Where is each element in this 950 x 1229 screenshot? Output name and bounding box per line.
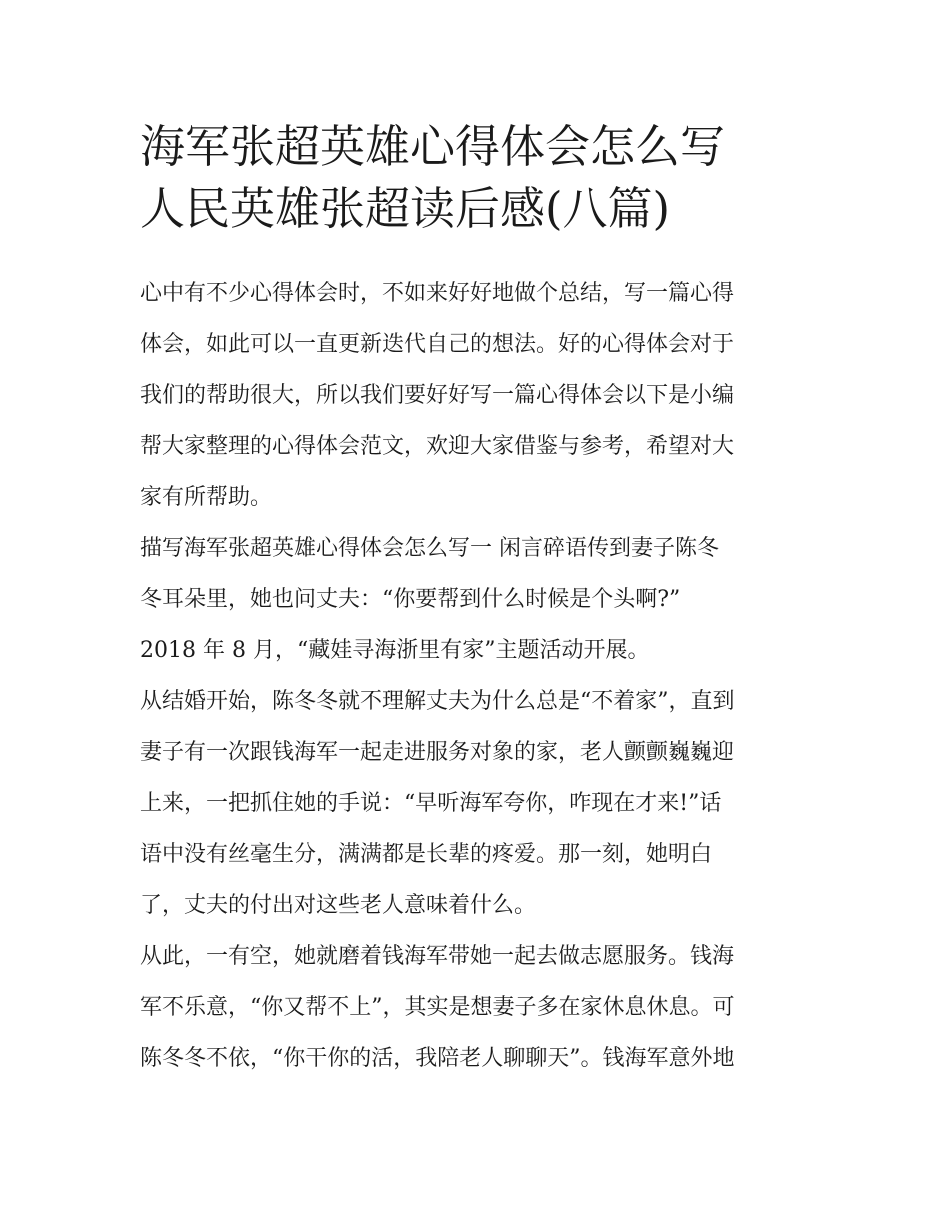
text-line: 体会，如此可以一直更新迭代自己的想法。好的心得体会对于	[140, 332, 735, 357]
paragraph-event-date	[140, 625, 820, 676]
text-line: 了，丈夫的付出对这些老人意味着什么。	[140, 893, 537, 918]
text-line: 上来，一把抓住她的手说：“早听海军夸你，咋现在才来!”话	[140, 791, 722, 816]
document-content	[140, 116, 820, 1084]
text-line: 描写海军张超英雄心得体会怎么写一 闲言碎语传到妻子陈冬	[140, 536, 719, 561]
paragraph-marriage	[140, 676, 820, 931]
text-line: 军不乐意，“你又帮不上”，其实是想妻子多在家休息休息。可	[140, 995, 735, 1020]
text-line: 心中有不少心得体会时，不如来好好地做个总结，写一篇心得	[140, 281, 735, 306]
document-title	[140, 116, 820, 240]
text-line: 我们的帮助很大，所以我们要好好写一篇心得体会以下是小编	[140, 383, 735, 408]
paragraph-intro	[140, 268, 820, 523]
text-line: 家有所帮助。	[140, 485, 273, 510]
text-line: 妻子有一次跟钱海军一起走进服务对象的家，老人颤颤巍巍迎	[140, 740, 735, 765]
document-body	[140, 268, 820, 1084]
text-line: 冬耳朵里，她也问丈夫：“你要帮到什么时候是个头啊?”	[140, 587, 681, 612]
text-line: 语中没有丝毫生分，满满都是长辈的疼爱。那一刻，她明白	[140, 842, 713, 867]
paragraph-section-one-opening	[140, 523, 820, 625]
title-line: 海军张超英雄心得体会怎么写	[140, 120, 726, 173]
text-line: 2018 年 8 月，“藏娃寻海浙里有家”主题活动开展。	[140, 638, 650, 663]
text-line: 从结婚开始，陈冬冬就不理解丈夫为什么总是“不着家”，直到	[140, 689, 735, 714]
text-line: 陈冬冬不依，“你干你的活，我陪老人聊聊天”。钱海军意外地	[140, 1046, 735, 1071]
text-line: 帮大家整理的心得体会范文，欢迎大家借鉴与参考，希望对大	[140, 434, 735, 459]
title-line: 人民英雄张超读后感(八篇)	[140, 182, 671, 235]
text-line: 从此，一有空，她就磨着钱海军带她一起去做志愿服务。钱海	[140, 944, 735, 969]
paragraph-volunteer	[140, 931, 820, 1084]
